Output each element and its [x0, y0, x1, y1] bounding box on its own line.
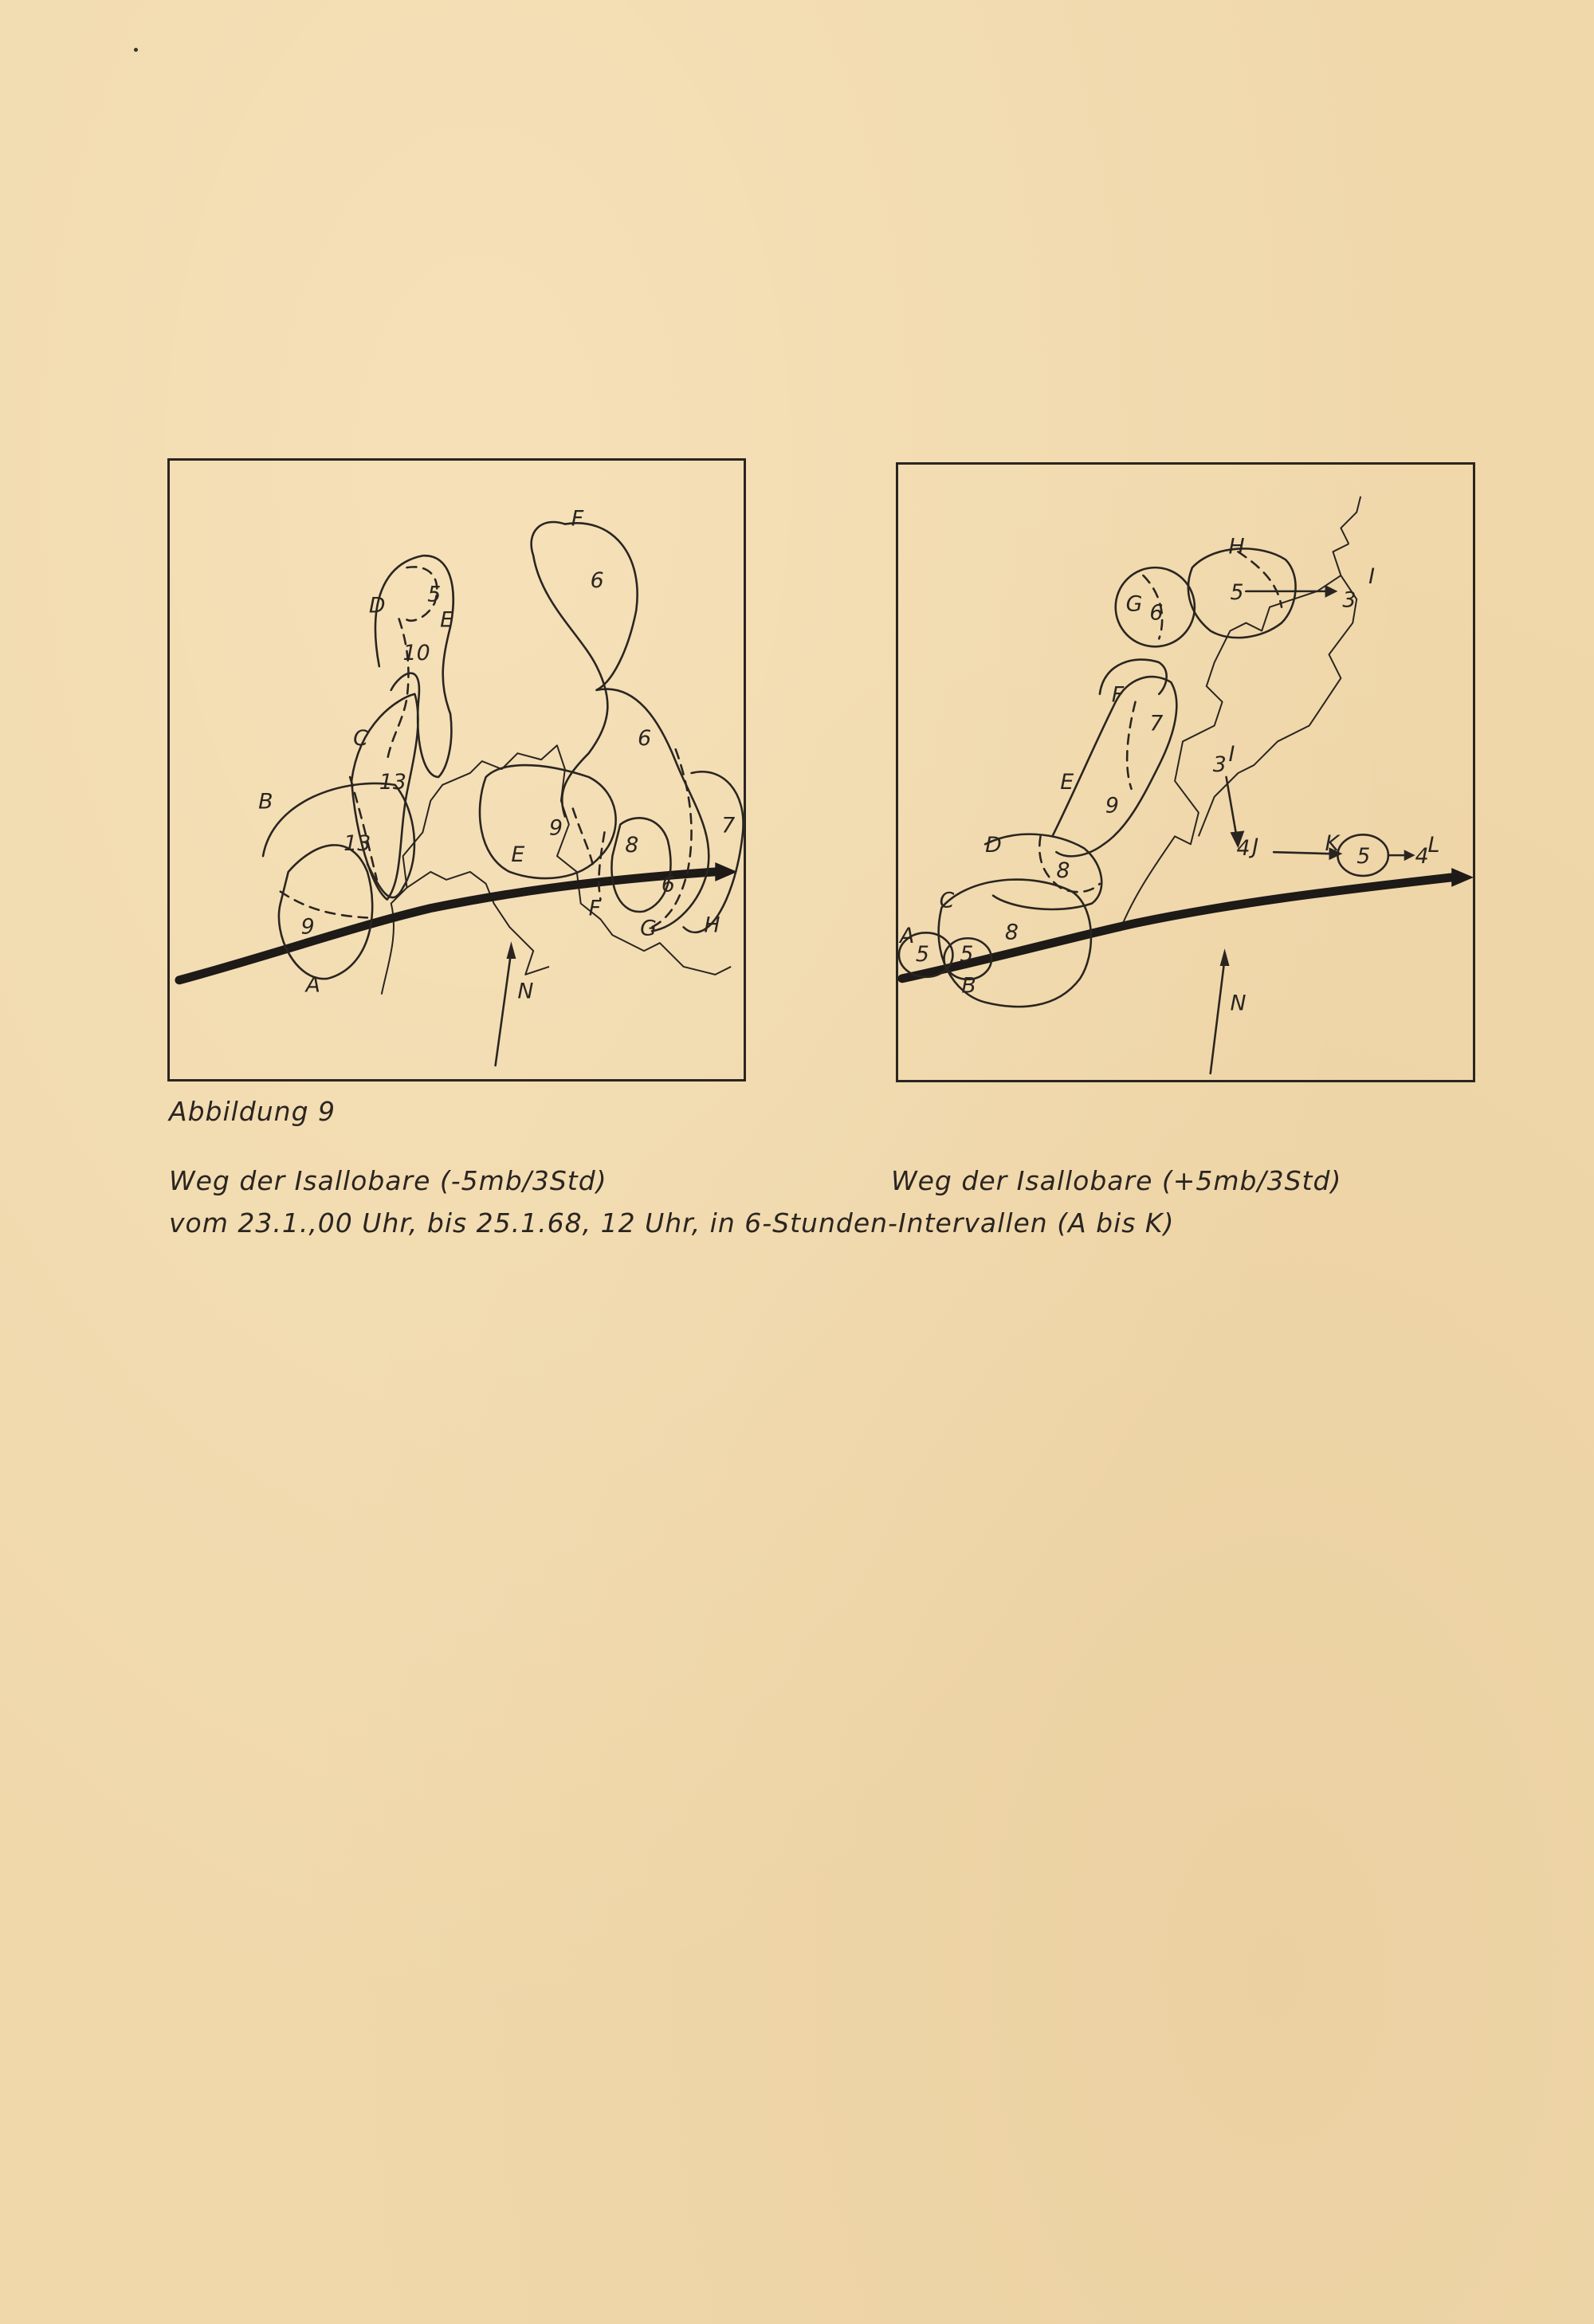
coastline: [382, 745, 731, 994]
value-8: 8: [625, 833, 639, 858]
label-H: H: [1228, 534, 1245, 559]
value-5: 5: [427, 582, 442, 607]
label-D: D: [985, 833, 1002, 858]
value-8-D: 8: [1056, 858, 1070, 883]
isallobar-A-inner: [281, 892, 367, 918]
label-D: D: [368, 593, 386, 618]
value-6-upper: 6: [590, 567, 604, 593]
value-3-lower: 3: [1212, 752, 1227, 778]
isallobar-H: [684, 771, 744, 932]
label-I-lower: I: [1228, 742, 1235, 767]
isallobar-F-upper: [565, 523, 638, 690]
label-G: G: [640, 916, 657, 941]
path-arrow-3-to-4: [1227, 777, 1237, 836]
label-C: C: [353, 726, 368, 752]
label-A: A: [899, 924, 915, 949]
isallobar-C: [351, 694, 418, 900]
north-label: N: [1230, 991, 1247, 1016]
isallobar-D: [985, 834, 1101, 909]
value-4-J: 4: [1236, 836, 1250, 862]
value-6-lower: 6: [661, 872, 675, 897]
left-isallobar-map: [167, 458, 746, 1082]
caption-right-map: Weg der Isallobare (+5mb/3Std): [891, 1165, 1342, 1196]
right-isallobar-map: [896, 462, 1475, 1082]
caption-time-range: vom 23.1.,00 Uhr, bis 25.1.68, 12 Uhr, in 6-Stunden-Intervallen (A bis K): [169, 1207, 1175, 1239]
isallobar-E-dashed-2: [573, 809, 593, 864]
value-5-A: 5: [915, 942, 929, 968]
value-7: 7: [1149, 711, 1164, 736]
label-F: F: [1111, 682, 1125, 708]
value-6: 6: [1149, 600, 1164, 626]
label-A: A: [305, 972, 320, 998]
isallobar-8: [611, 818, 670, 912]
path-arrowhead-1: [1325, 585, 1338, 598]
value-5-K: 5: [1356, 844, 1371, 870]
value-9-E: 9: [549, 815, 563, 841]
isallobar-8-dashed: [599, 832, 604, 899]
isallobar-E-lower: [480, 765, 616, 878]
isallobar-G: [597, 689, 709, 932]
value-8-C: 8: [1004, 920, 1019, 945]
left-map-drawing: [170, 461, 744, 1079]
value-10: 10: [402, 641, 430, 666]
value-6-middle: 6: [638, 726, 652, 752]
label-E: E: [1060, 769, 1074, 795]
value-4-L: 4: [1415, 844, 1429, 870]
north-arrow-head: [1220, 948, 1230, 966]
isallobar-G-dashed: [652, 749, 692, 927]
isallobar-H-dashed: [1238, 552, 1282, 607]
label-E-lower: E: [511, 842, 525, 868]
label-B: B: [258, 789, 273, 815]
path-arrow-4-to-5: [1274, 852, 1329, 854]
label-K: K: [1325, 831, 1340, 857]
value-9-A: 9: [300, 914, 315, 940]
north-label: N: [517, 979, 534, 1004]
label-I-upper: I: [1368, 563, 1375, 589]
path-arrowhead-4: [1404, 850, 1415, 861]
caption-left-map: Weg der Isallobare (-5mb/3Std): [169, 1165, 607, 1196]
value-13-lower: 13: [344, 831, 371, 857]
label-B: B: [961, 973, 976, 999]
label-C: C: [939, 888, 955, 913]
value-5-H: 5: [1230, 579, 1244, 605]
label-L: L: [1427, 833, 1440, 858]
right-map-drawing: [898, 465, 1473, 1080]
label-G: G: [1125, 591, 1143, 617]
label-F-upper: F: [571, 506, 584, 532]
north-arrow-shaft: [1211, 959, 1225, 1074]
front-line: [179, 872, 715, 980]
label-E-upper: E: [440, 607, 454, 633]
value-5-B: 5: [960, 942, 974, 968]
value-13-upper: 13: [379, 769, 406, 795]
front-line: [902, 877, 1451, 979]
north-arrow-shaft: [496, 951, 512, 1066]
front-arrowhead: [1451, 868, 1474, 887]
label-J: J: [1252, 834, 1259, 860]
figure-label: Abbildung 9: [169, 1096, 336, 1127]
isallobar-F-dashed: [1127, 702, 1135, 789]
value-7: 7: [721, 813, 736, 838]
value-3-upper: 3: [1342, 587, 1356, 613]
value-9: 9: [1105, 793, 1119, 819]
north-arrow-head: [506, 941, 516, 959]
ink-speck: [134, 48, 138, 52]
isallobar-D: [375, 555, 453, 777]
label-H: H: [704, 913, 720, 938]
label-F-lower: F: [588, 896, 602, 921]
